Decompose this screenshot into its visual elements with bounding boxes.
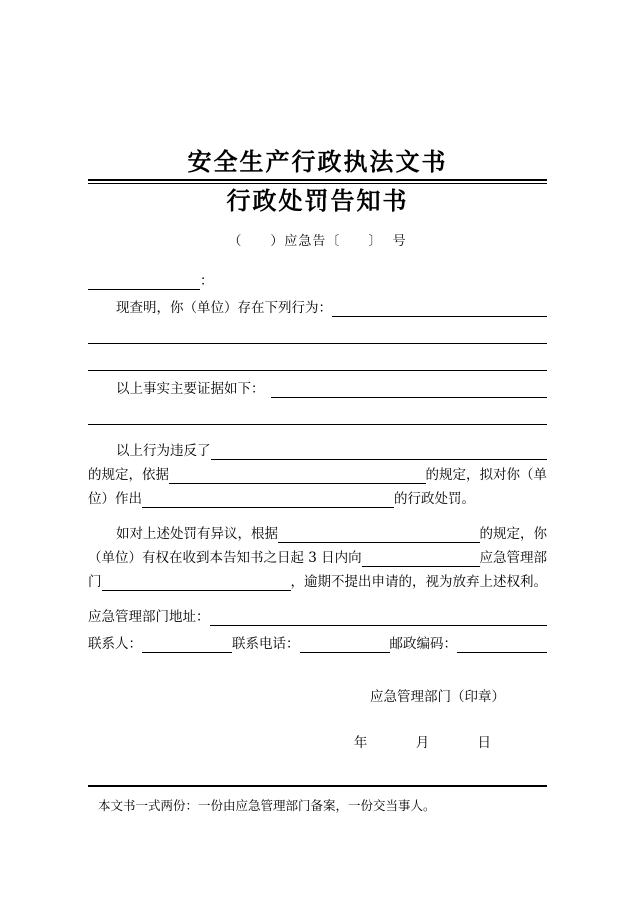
violation-line-2	[88, 460, 547, 484]
footer	[88, 785, 547, 815]
findings-blank-1	[332, 290, 547, 317]
evidence-blank-line	[88, 398, 547, 425]
addressee-blank	[88, 263, 200, 290]
violation-mid3: 位）作出	[88, 491, 142, 507]
findings-blank-line	[88, 344, 547, 371]
violation-line-3	[88, 484, 547, 508]
objection-blank-3	[102, 567, 291, 591]
objection-mid3: 应急管理部	[479, 550, 547, 566]
signature-org: 应急管理部门（印章）	[370, 689, 505, 705]
violation-blank-3	[142, 484, 394, 508]
findings-lead: 现查明，你（单位）存在下列行为：	[116, 300, 332, 316]
category-title: 安全生产行政执法文书	[187, 147, 448, 176]
objection-line-2	[88, 543, 547, 567]
date-year-label: 年	[353, 735, 368, 751]
objection-blank-1	[278, 516, 480, 543]
evidence-blank-1	[271, 371, 548, 398]
findings-blank-2	[88, 317, 547, 344]
footer-note: 本文书一式两份：一份由应急管理部门备案，一份交当事人。	[98, 798, 436, 813]
date-day-label: 日	[477, 735, 491, 751]
objection-end: ，逾期不提出申请的，视为放弃上述权利。	[290, 574, 547, 590]
document-number: （ ）应急告〔 〕 号	[228, 234, 407, 249]
phone-blank	[300, 626, 390, 653]
date-month-label: 月	[415, 735, 430, 751]
objection-mid1: 的规定，你	[479, 526, 547, 542]
phone-label: 联系电话：	[232, 636, 300, 652]
postcode-blank	[457, 626, 547, 653]
violation-line-1	[88, 433, 547, 460]
document-body	[88, 263, 547, 653]
contact-line	[88, 626, 547, 653]
findings-blank-3	[88, 344, 547, 371]
contact-blank	[142, 626, 232, 653]
violation-blank-2	[169, 460, 426, 484]
objection-blank-2	[362, 543, 480, 567]
document-title: 行政处罚告知书	[226, 186, 409, 215]
violation-mid2: 的规定，拟对你（单	[425, 467, 547, 483]
signature-date	[88, 733, 547, 753]
postcode-label: 邮政编码：	[389, 636, 457, 652]
findings-blank-line	[88, 317, 547, 344]
objection-mid2: （单位）有权在收到本告知书之日起 3 日内向	[88, 550, 362, 566]
objection-line-3	[88, 567, 547, 591]
violation-lead: 以上行为违反了	[116, 443, 211, 459]
evidence-lead: 以上事实主要证据如下：	[116, 381, 265, 397]
address-blank	[210, 599, 548, 626]
violation-end: 的行政处罚。	[394, 491, 475, 507]
findings-line	[88, 290, 547, 317]
title-divider	[88, 179, 547, 184]
addressee-line	[88, 263, 547, 290]
addressee-colon: ：	[200, 273, 214, 289]
contact-label: 联系人：	[88, 636, 142, 652]
violation-blank-1	[211, 433, 548, 460]
evidence-blank-2	[88, 398, 547, 425]
address-label: 应急管理部门地址：	[88, 609, 210, 625]
violation-mid1: 的规定，依据	[88, 467, 169, 483]
objection-mid4: 门	[88, 574, 102, 590]
address-line	[88, 599, 547, 626]
signature-block	[88, 687, 547, 753]
objection-lead: 如对上述处罚有异议，根据	[116, 526, 278, 542]
evidence-line	[88, 371, 547, 398]
objection-line-1	[88, 516, 547, 543]
